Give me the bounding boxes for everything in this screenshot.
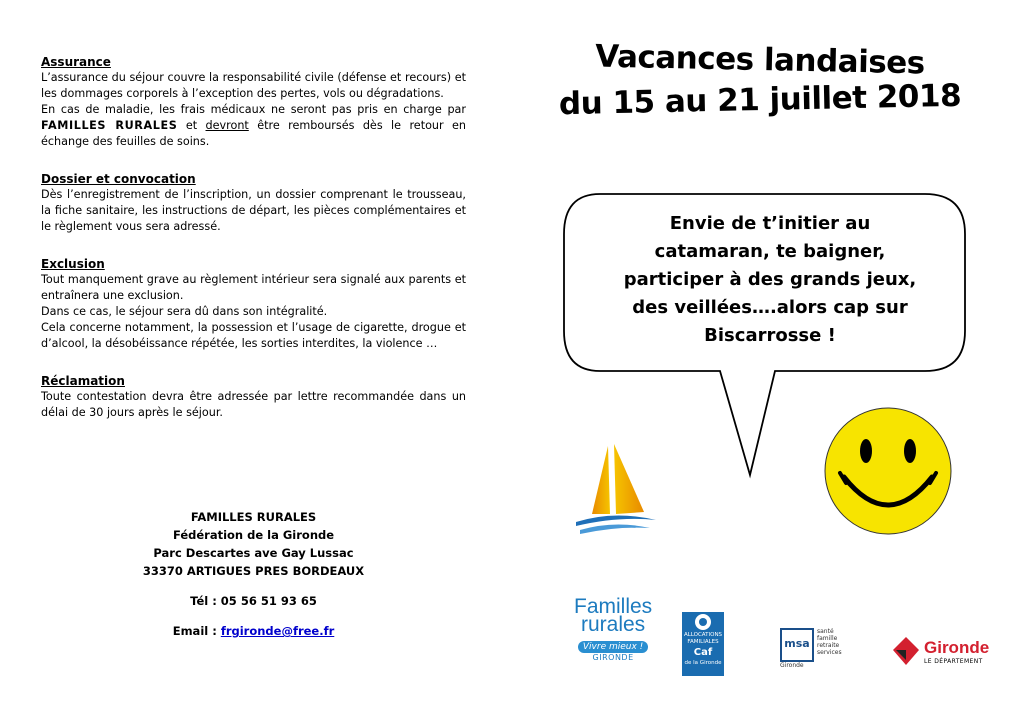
contact-org: FAMILLES RURALES — [190, 510, 317, 524]
section-title: Dossier et convocation — [41, 172, 196, 186]
contact-federation: Fédération de la Gironde — [172, 528, 335, 542]
msa-logo: msa santé famille retraite services Gironde — [780, 628, 842, 669]
section-text: En cas de maladie, les frais médicaux ne seront pas pris en charge par FAMILLES RURALES et devront être remboursés dès le retour en échange des feuilles de soins. — [41, 103, 466, 148]
contact-email-line: Email : frgironde@free.fr — [172, 624, 335, 638]
contact-city: 33370 ARTIGUES PRES BORDEAUX — [142, 564, 365, 578]
section-assurance — [41, 55, 466, 150]
section-title: Assurance — [41, 55, 111, 69]
section-reclamation — [41, 374, 466, 421]
caf-logo: ALLOCATIONS FAMILIALES Caf de la Gironde — [682, 612, 724, 676]
page-title — [540, 38, 980, 123]
email-link[interactable]: frgironde@free.fr — [220, 624, 335, 638]
section-text: Cela concerne notamment, la possession et l’usage de cigarette, drogue et d’alcool, la désobéissance répétée, les sorties interdites, la violence … — [41, 321, 466, 350]
conditions-column — [41, 55, 466, 443]
section-title: Exclusion — [41, 257, 105, 271]
section-text: Dès l’enregistrement de l’inscription, un dossier comprenant le trousseau, la fiche sanitaire, les instructions de départ, les pièces complémentaires et le règlement vous sera adressé. — [41, 188, 466, 233]
gironde-logo: Gironde LE DÉPARTEMENT — [892, 636, 989, 666]
bubble-line: Biscarrosse ! — [704, 325, 836, 346]
contact-phone: Tél : 05 56 51 93 65 — [190, 594, 317, 608]
contact-address: Parc Descartes ave Gay Lussac — [153, 546, 354, 560]
bubble-line: participer à des grands jeux, — [623, 269, 917, 290]
section-text: L’assurance du séjour couvre la responsabilité civile (défense et recours) et les dommages corporels à l’exception des pertes, vols ou dégradations. — [41, 71, 466, 100]
title-line-1: Vacances landaises — [594, 38, 926, 82]
contact-block — [41, 508, 466, 640]
familles-rurales-logo: Familles rurales Vivre mieux ! GIRONDE — [574, 595, 653, 662]
sailboat-icon — [574, 440, 664, 540]
caf-emblem-icon — [692, 613, 714, 631]
speech-bubble-text — [585, 210, 955, 350]
section-title: Réclamation — [41, 374, 125, 388]
bubble-line: Envie de t’initier au — [669, 213, 871, 234]
section-text: Dans ce cas, le séjour sera dû dans son intégralité. — [41, 305, 328, 318]
section-text: Toute contestation devra être adressée par lettre recommandée dans un délai de 30 jours après le séjour. — [41, 390, 466, 419]
bubble-line: catamaran, te baigner, — [654, 241, 886, 262]
partner-logos — [560, 590, 1000, 690]
section-text: Tout manquement grave au règlement intérieur sera signalé aux parents et entraînera une exclusion. — [41, 273, 466, 302]
bubble-line: des veillées….alors cap sur — [632, 297, 908, 318]
section-exclusion — [41, 257, 466, 352]
title-line-2: du 15 au 21 juillet 2018 — [558, 77, 962, 123]
smiley-icon — [822, 405, 954, 537]
gironde-emblem-icon — [892, 636, 920, 666]
section-dossier — [41, 172, 466, 235]
